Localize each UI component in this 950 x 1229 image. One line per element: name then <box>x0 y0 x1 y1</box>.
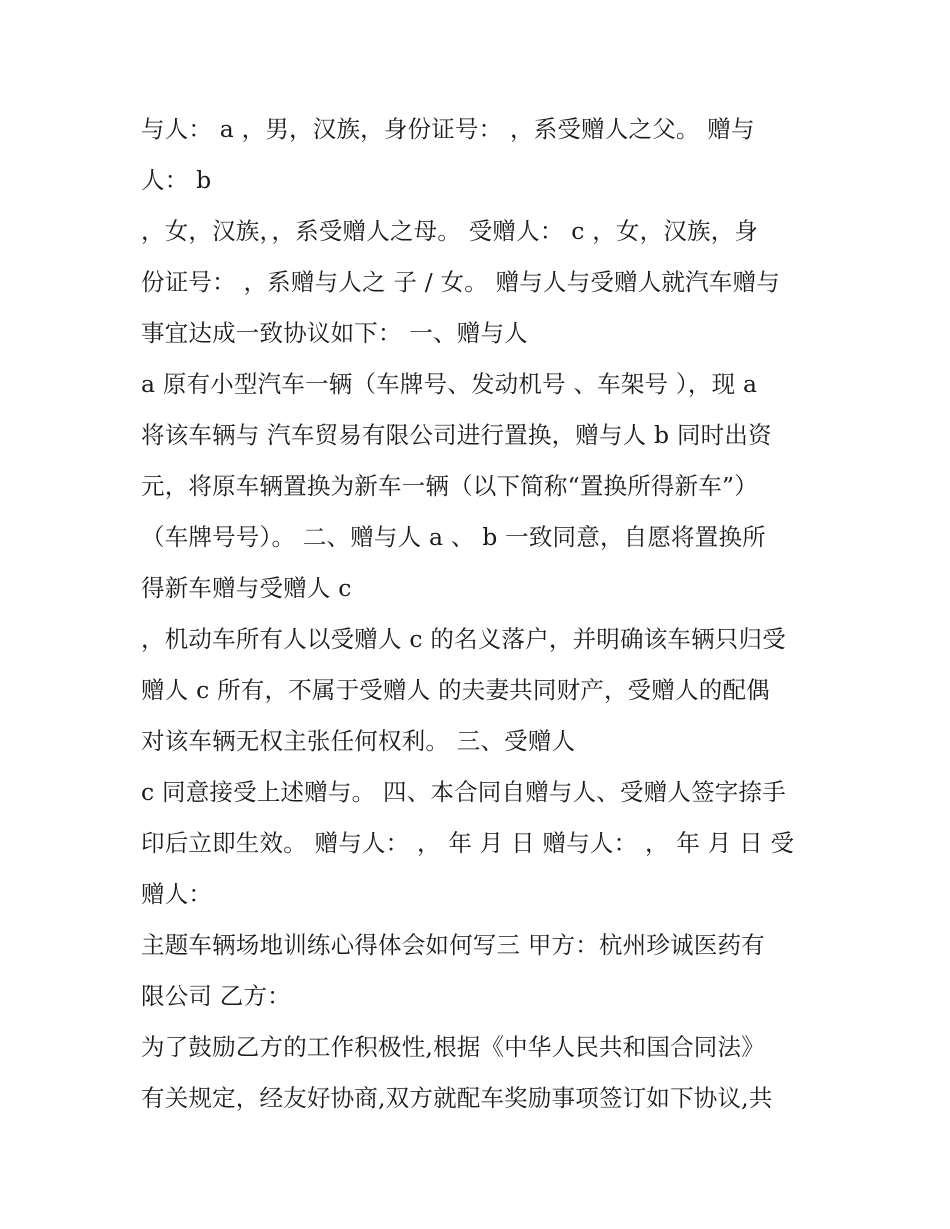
text-line: 人： b <box>141 166 212 194</box>
text-line: （车牌号号）。 二、赠与人 a 、 b 一致同意，自愿将置换所 <box>141 523 766 551</box>
text-line: 将该车辆与 汽车贸易有限公司进行置换，赠与人 b 同时出资 <box>141 421 772 449</box>
text-line: a 原有小型汽车一辆（车牌号、发动机号 、车架号 ），现 a <box>141 370 758 398</box>
text-line: 主题车辆场地训练心得体会如何写三 甲方：杭州珍诚医药有 <box>141 931 765 959</box>
text-line: ，女，汉族，，系受赠人之母。 受赠人： c ，女，汉族，身 <box>141 217 759 245</box>
text-line: 限公司 乙方： <box>141 982 291 1010</box>
text-line: 份证号： ，系赠与人之 子 / 女。 赠与人与受赠人就汽车赠与 <box>141 268 780 296</box>
text-line: 印后立即生效。 赠与人： ， 年 月 日 赠与人： ， 年 月 日 受 <box>141 829 795 857</box>
text-line: 为了鼓励乙方的工作积极性,根据《中华人民共和国合同法》 <box>141 1033 765 1061</box>
text-line: 赠人： <box>141 880 213 908</box>
text-line: ，机动车所有人以受赠人 c 的名义落户，并明确该车辆只归受 <box>141 625 786 653</box>
text-line: 得新车赠与受赠人 c <box>141 574 352 602</box>
text-line: c 同意接受上述赠与。 四、本合同自赠与人、受赠人签字捺手 <box>141 778 786 806</box>
text-line: 元，将原车辆置换为新车一辆（以下简称“置换所得新车”） <box>141 472 758 500</box>
text-line: 与人： a ，男，汉族，身份证号： ，系受赠人之父。 赠与 <box>141 115 755 143</box>
text-line: 事宜达成一致协议如下： 一、赠与人 <box>141 319 528 347</box>
text-line: 赠人 c 所有，不属于受赠人 的夫妻共同财产，受赠人的配偶 <box>141 676 770 704</box>
text-line: 对该车辆无权主张任何权利。 三、受赠人 <box>141 727 576 755</box>
document-body <box>141 107 821 1127</box>
text-line: 有关规定，经友好协商,双方就配车奖励事项签订如下协议,共 <box>141 1084 773 1112</box>
